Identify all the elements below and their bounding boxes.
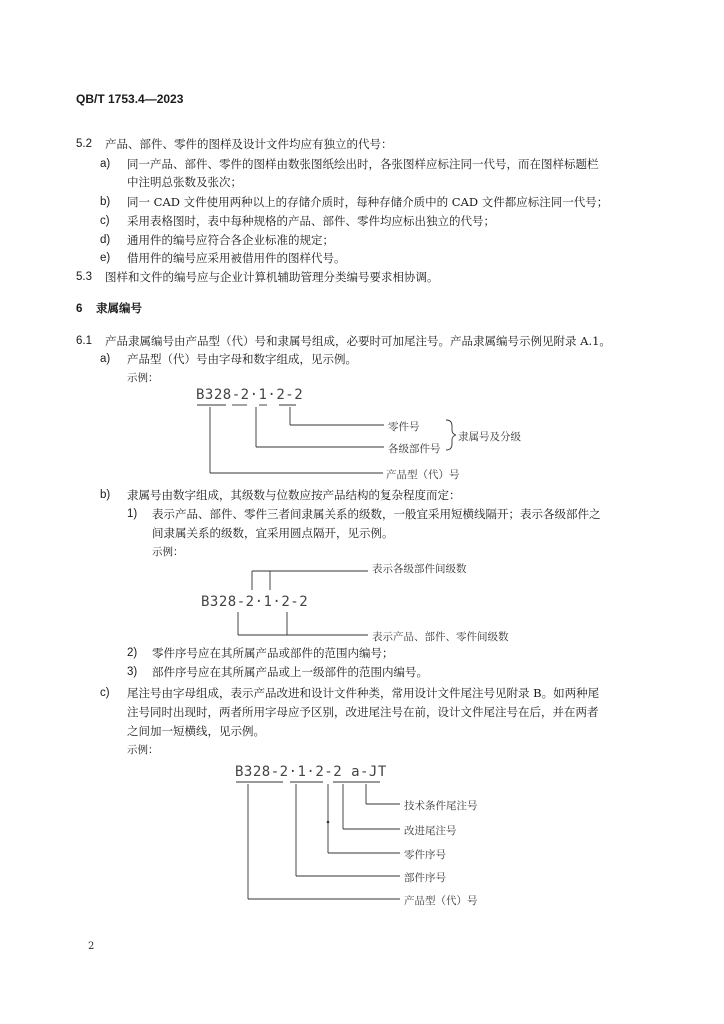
sub1-line: 表示产品、部件、零件三者间隶属关系的级数，一般宜采用短横线隔开；表示各级部件之 xyxy=(152,507,601,521)
item-line: 同一 CAD 文件使用两种以上的存储介质时，每种存储介质中的 CAD 文件都应标注同一代号； xyxy=(127,195,609,209)
sub2-text: 零件序号应在其所属产品或部件的范围内编号； xyxy=(152,646,394,660)
section-6-1-text: 产品隶属编号由产品型（代）号和隶属号组成，必要时可加尾注号。产品隶属编号示例见附录 A.1。 xyxy=(105,334,611,348)
item-c-line: 之间加一短横线，见示例。 xyxy=(127,724,265,738)
item-line: 通用件的编号应符合各企业标准的规定； xyxy=(127,233,334,247)
item-mark: c) xyxy=(100,215,110,227)
section-5-2-text: 产品、部件、零件的图样及设计文件均应有独立的代号： xyxy=(105,137,393,151)
standard-code: QB/T 1753.4—2023 xyxy=(76,92,184,106)
diagram-3-label-4: 部件序号 xyxy=(404,872,446,884)
diagram-2-top-label: 表示各级部件间级数 xyxy=(372,563,467,575)
item-line: 采用表格图时，表中每种规格的产品、部件、零件均应标出独立的代号； xyxy=(127,214,495,228)
diagram-3-label-3: 零件序号 xyxy=(404,849,446,861)
item-mark: 1) xyxy=(127,508,138,520)
example-label: 示例： xyxy=(127,372,159,384)
section-5-3-text: 图样和文件的编号应与企业计算机辅助管理分类编号要求相协调。 xyxy=(105,270,439,284)
section-6-number: 6 xyxy=(76,303,83,315)
diagram-2-code: B328-2·1·2-2 xyxy=(201,594,309,610)
item-line: 借用件的编号应采用被借用件的图样代号。 xyxy=(127,251,346,265)
item-mark: c) xyxy=(100,687,110,699)
diagram-3-code: B328-2·1·2-2 a-JT xyxy=(235,764,387,780)
diagram-3-label-1: 技术条件尾注号 xyxy=(404,800,478,812)
sub1-line: 间隶属关系的级数，宜采用圆点隔开，见示例。 xyxy=(152,526,394,540)
item-line: 中注明总张数及张次； xyxy=(127,175,242,189)
item-b-text: 隶属号由数字组成，其级数与位数应按产品结构的复杂程度而定： xyxy=(127,488,461,502)
section-6-1-number: 6.1 xyxy=(76,335,92,347)
example-label: 示例： xyxy=(127,744,159,756)
item-line: 同一产品、部件、零件的图样由数张图纸绘出时，各张图样应标注同一代号，而在图样标题栏 xyxy=(127,157,599,171)
item-mark: b) xyxy=(100,489,111,501)
diagram-1-product-code: 产品型（代）号 xyxy=(386,469,460,481)
sub3-text: 部件序号应在其所属产品或上一级部件的范围内编号。 xyxy=(152,665,428,679)
item-mark: d) xyxy=(100,234,111,246)
section-5-3-number: 5.3 xyxy=(76,271,92,283)
diagram-3-label-2: 改进尾注号 xyxy=(404,825,457,837)
page-number: 2 xyxy=(88,941,95,952)
item-mark: b) xyxy=(100,196,111,208)
diagram-1-group-label: 隶属号及分级 xyxy=(458,431,521,443)
diagram-1-part-no: 零件号 xyxy=(388,421,420,433)
item-c-line: 尾注号由字母组成，表示产品改进和设计文件种类，常用设计文件尾注号见附录 B。如两种尾 xyxy=(127,686,600,700)
item-c-line: 注号同时出现时，两者所用字母应予区别，改进尾注号在前，设计文件尾注号在后，并在两者 xyxy=(127,705,599,719)
section-5-2-number: 5.2 xyxy=(76,138,92,150)
item-mark: a) xyxy=(100,353,111,365)
item-a-text: 产品型（代）号由字母和数字组成，见示例。 xyxy=(127,352,357,366)
item-mark: 3) xyxy=(127,666,138,678)
example-label: 示例： xyxy=(152,546,184,558)
diagram-1-code: B328-2·1·2-2 xyxy=(196,387,304,403)
diagram-1-assembly-no: 各级部件号 xyxy=(388,443,441,455)
diagram-3-label-5: 产品型（代）号 xyxy=(404,895,478,907)
section-6-title: 隶属编号 xyxy=(96,303,142,315)
item-mark: 2) xyxy=(127,647,138,659)
diagram-2-bottom-label: 表示产品、部件、零件间级数 xyxy=(372,631,509,643)
item-mark: e) xyxy=(100,252,111,264)
item-mark: a) xyxy=(100,158,111,170)
